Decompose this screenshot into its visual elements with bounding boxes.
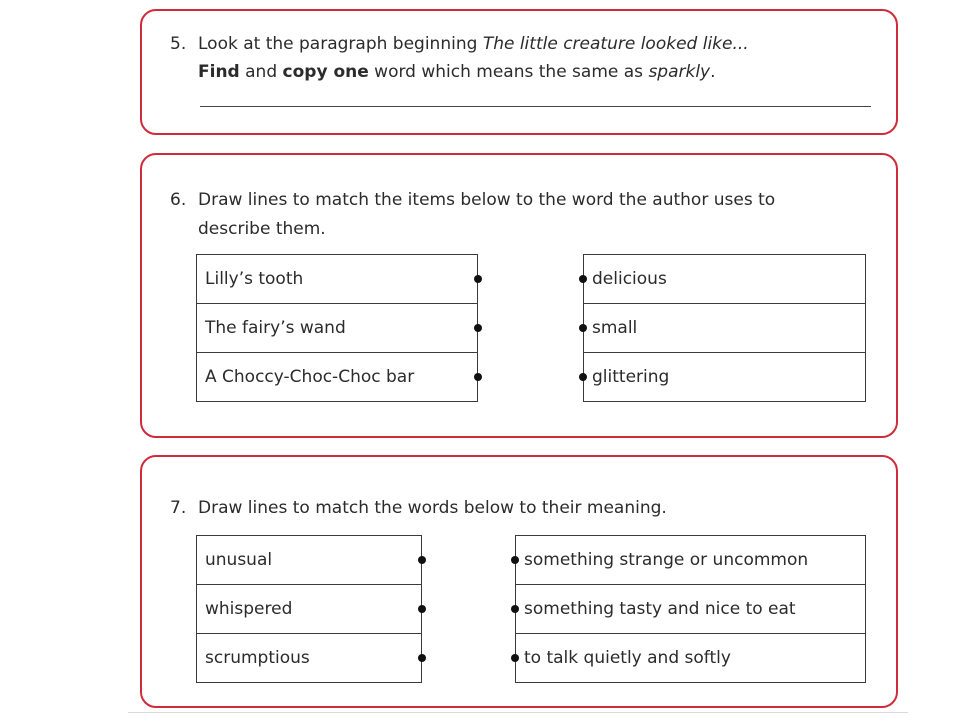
q5-line-1 <box>170 33 749 55</box>
q7-left-dot-3[interactable] <box>418 654 426 662</box>
q5-line1-italic: The little creature looked like... <box>482 34 749 54</box>
page-bottom-divider <box>128 712 908 713</box>
q5-line-2 <box>198 61 716 83</box>
question-5-box <box>140 9 898 135</box>
q6-left-item-2: The fairy’s wand <box>196 303 478 353</box>
q7-left-item-2: whispered <box>196 584 422 634</box>
q7-right-item-1: something strange or uncommon <box>515 535 866 585</box>
q7-line1-text: Draw lines to match the words below to their meaning. <box>198 498 667 518</box>
q5-find: Find <box>198 62 240 82</box>
q5-and: and <box>239 62 283 82</box>
q7-right-dot-3[interactable] <box>511 654 519 662</box>
q7-left-dot-1[interactable] <box>418 556 426 564</box>
q5-answer-line[interactable] <box>200 106 871 107</box>
q7-number: 7. <box>170 498 187 518</box>
question-7-box <box>140 455 898 708</box>
q5-copy-one: copy one <box>282 62 369 82</box>
q6-left-dot-3[interactable] <box>474 373 482 381</box>
q6-line-1 <box>170 189 775 211</box>
q7-right-item-3: to talk quietly and softly <box>515 633 866 683</box>
q6-right-item-1: delicious <box>583 254 866 304</box>
q7-right-dot-2[interactable] <box>511 605 519 613</box>
q6-right-item-2: small <box>583 303 866 353</box>
q7-right-item-2: something tasty and nice to eat <box>515 584 866 634</box>
q6-line-2: describe them. <box>198 219 326 239</box>
q6-left-item-3: A Choccy-Choc-Choc bar <box>196 352 478 402</box>
q5-end: . <box>710 62 716 82</box>
q7-left-dot-2[interactable] <box>418 605 426 613</box>
question-6-box <box>140 153 898 438</box>
q7-left-item-1: unusual <box>196 535 422 585</box>
q6-right-dot-3[interactable] <box>579 373 587 381</box>
q6-left-dot-2[interactable] <box>474 324 482 332</box>
q5-sparkly: sparkly <box>648 62 711 82</box>
q7-right-dot-1[interactable] <box>511 556 519 564</box>
q6-left-dot-1[interactable] <box>474 275 482 283</box>
q7-line-1 <box>170 497 667 519</box>
q5-number: 5. <box>170 34 187 54</box>
q6-number: 6. <box>170 190 187 210</box>
q6-right-item-3: glittering <box>583 352 866 402</box>
q6-right-dot-2[interactable] <box>579 324 587 332</box>
q6-right-dot-1[interactable] <box>579 275 587 283</box>
q6-line1-text: Draw lines to match the items below to the word the author uses to <box>198 190 776 210</box>
q5-line1-prefix: Look at the paragraph beginning <box>198 34 483 54</box>
q6-left-item-1: Lilly’s tooth <box>196 254 478 304</box>
q5-rest: word which means the same as <box>368 62 649 82</box>
q7-left-item-3: scrumptious <box>196 633 422 683</box>
